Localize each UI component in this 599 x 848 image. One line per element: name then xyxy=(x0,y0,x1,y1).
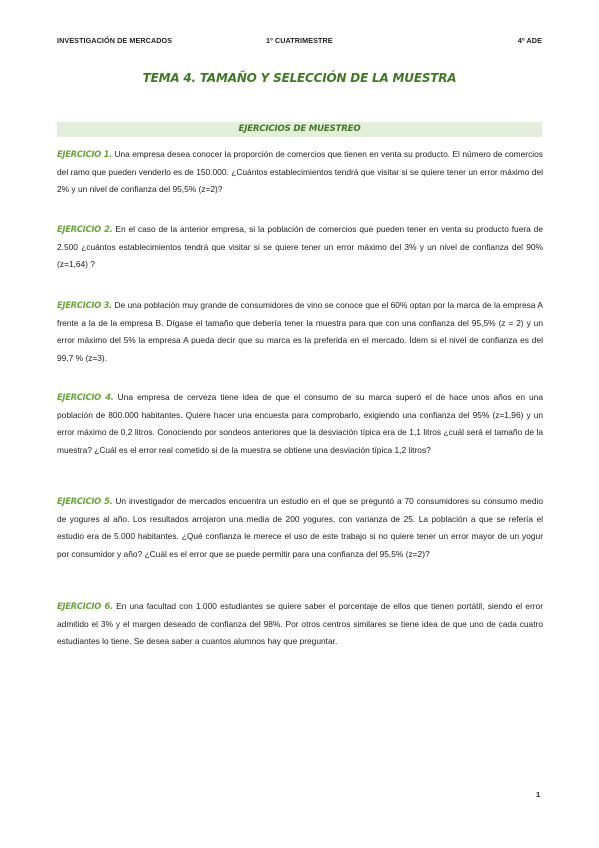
section-heading: EJERCICIOS DE MUESTREO xyxy=(57,122,542,137)
exercise-text: Un investigador de mercados encuentra un estudio en el que se preguntó a 70 consumidores su consumo medio de yogures al año. Los resultados arrojaron una media de 200 yogures, con varianza de 25. La población a que se refería el estudio era de 5.000 habitantes. ¿Qué confianza le merece el uso de este trabajo si no quiere tener un error mayor de un yogur por consumidor y año? ¿Cuál es el error que se puede permitir para una confianza del 95,5% (z=2)? xyxy=(57,496,543,559)
header-term: 1º CUATRIMESTRE xyxy=(266,36,333,45)
exercise-label: EJERCICIO 6. xyxy=(57,601,113,611)
exercise-label: EJERCICIO 5. xyxy=(57,496,113,506)
exercise-label: EJERCICIO 3. xyxy=(57,300,113,310)
page-number: 1 xyxy=(536,790,541,799)
exercise-text: Una empresa de cerveza tiene idea de que el consumo de su marca superó el de hace unos años en una población de 800.000 habitantes. Quiere hacer una encuesta para comprobarlo, exigiendo una confianza del 95% (z=1,96) y un error máximo de 0,2 litros. Conociendo por sondeos anteriores que la desviación típica era de 1,1 litros ¿cuál será el tamaño de la muestra? ¿Cuál es el error real cometido si de la muestra se obtiene una desviación típica 1,2 litros? xyxy=(57,392,543,455)
exercise-3 xyxy=(57,297,543,367)
exercise-text: En el caso de la anterior empresa, si la población de comercios que pueden tener en venta su producto fuera de 2.500 ¿cuántos establecimientos tendrá que visitar si se quiere tener un error máximo del 3% y un nivel de confianza del 90% (z=1,64) ? xyxy=(57,224,543,270)
exercise-label: EJERCICIO 4. xyxy=(57,392,114,402)
exercise-text: De una población muy grande de consumidores de vino se conoce que el 60% optan por la marca de la empresa A frente a la de la empresa B. Dígase el tamaño que debería tener la muestra para que con una confianza del 95,5% (z = 2) y un error máximo del 5% la empresa A pueda decir que su marca es la preferida en el mercado. Ídem si el nivel de confianza es del 99,7 % (z=3). xyxy=(57,300,543,363)
page-title: TEMA 4. TAMAÑO Y SELECCIÓN DE LA MUESTRA xyxy=(142,71,457,85)
exercise-text: Una empresa desea conocer la proporción de comercios que tienen en venta su producto. El número de comercios del ramo que pueden venderlo es de 150.000. ¿Cuántos establecimientos tendrá que visitar si se quiere tener un error máximo del 2% y un nivel de confianza del 95,5% (z=2)? xyxy=(57,149,543,195)
exercise-6 xyxy=(57,598,543,651)
exercise-4 xyxy=(57,389,543,459)
exercise-label: EJERCICIO 2. xyxy=(57,224,113,234)
exercise-label: EJERCICIO 1. xyxy=(57,149,113,159)
exercise-5 xyxy=(57,493,543,563)
exercise-1 xyxy=(57,146,543,199)
header-course: 4º ADE xyxy=(517,36,542,45)
header-subject: INVESTIGACIÓN DE MERCADOS xyxy=(57,36,173,45)
page-header xyxy=(57,36,542,48)
exercise-2 xyxy=(57,221,543,274)
exercise-text: En una facultad con 1.000 estudiantes se quiere saber el porcentaje de ellos que tienen portátil, siendo el error admitido el 3% y el margen deseado de confianza del 98%. Por otros centros similares se tiene idea de que uno de cada cuatro estudiantes lo tiene. Se desea saber a cuantos alumnos hay que preguntar. xyxy=(57,601,543,647)
